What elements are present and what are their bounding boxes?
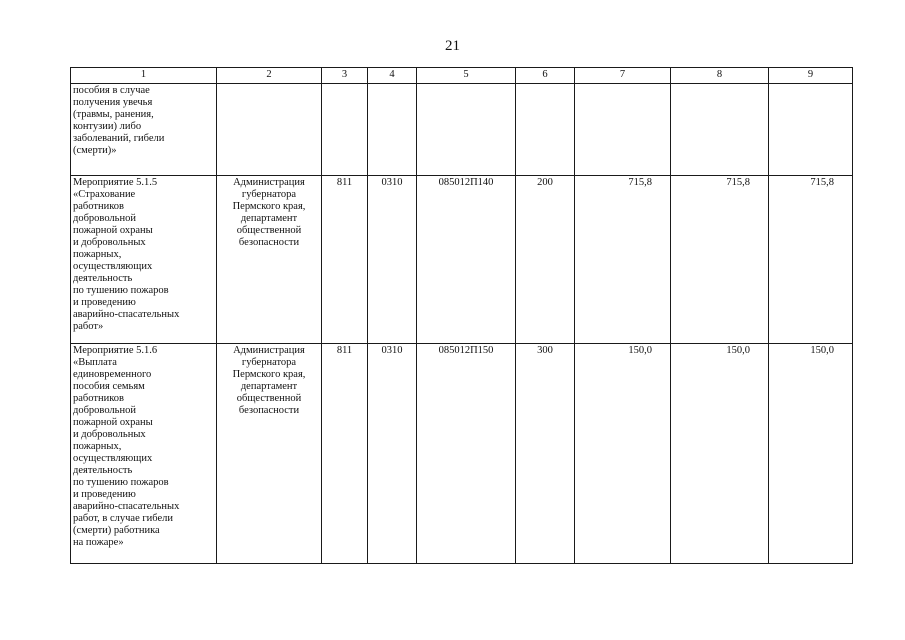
column-header: 6 <box>516 68 575 84</box>
measure-name-cell: пособия в случае получения увечья (травмы, ранения, контузии) либо заболеваний, гибели (смерти)» <box>71 84 217 176</box>
expense-type-cell: 300 <box>516 344 575 564</box>
target-item-cell: 085012П150 <box>417 344 516 564</box>
column-header: 4 <box>368 68 417 84</box>
section-cell: 0310 <box>368 344 417 564</box>
column-header: 8 <box>671 68 769 84</box>
amount-cell <box>575 84 671 176</box>
administrator-cell: Администрация губернатора Пермского края, департамент общественной безопасности <box>217 344 322 564</box>
amount-cell <box>769 84 853 176</box>
expense-type-cell: 200 <box>516 176 575 344</box>
table-row <box>71 84 853 176</box>
target-item-cell: 085012П140 <box>417 176 516 344</box>
column-header: 2 <box>217 68 322 84</box>
section-cell <box>368 84 417 176</box>
amount-cell: 150,0 <box>671 344 769 564</box>
administrator-cell <box>217 84 322 176</box>
budget-table <box>70 67 853 564</box>
table-row <box>71 344 853 564</box>
column-header: 1 <box>71 68 217 84</box>
header-row <box>71 68 853 84</box>
table-row <box>71 176 853 344</box>
amount-cell: 715,8 <box>769 176 853 344</box>
column-header: 3 <box>322 68 368 84</box>
amount-cell: 150,0 <box>575 344 671 564</box>
measure-name-cell: Мероприятие 5.1.5 «Страхование работников добровольной пожарной охраны и добровольных пожарных, осуществляющих деятельность по тушению пожаров и проведению аварийно-спасательных работ» <box>71 176 217 344</box>
column-header: 5 <box>417 68 516 84</box>
code-cell: 811 <box>322 176 368 344</box>
amount-cell <box>671 84 769 176</box>
code-cell: 811 <box>322 344 368 564</box>
amount-cell: 715,8 <box>671 176 769 344</box>
amount-cell: 150,0 <box>769 344 853 564</box>
section-cell: 0310 <box>368 176 417 344</box>
column-header: 9 <box>769 68 853 84</box>
expense-type-cell <box>516 84 575 176</box>
column-header: 7 <box>575 68 671 84</box>
target-item-cell <box>417 84 516 176</box>
measure-name-cell: Мероприятие 5.1.6 «Выплата единовременного пособия семьям работников добровольной пожарной охраны и добровольных пожарных, осуществляющих деятельность по тушению пожаров и проведению аварийно-спасательных работ, в случае гибели (смерти) работника на пожаре» <box>71 344 217 564</box>
administrator-cell: Администрация губернатора Пермского края, департамент общественной безопасности <box>217 176 322 344</box>
code-cell <box>322 84 368 176</box>
page-number: 21 <box>445 38 460 54</box>
amount-cell: 715,8 <box>575 176 671 344</box>
